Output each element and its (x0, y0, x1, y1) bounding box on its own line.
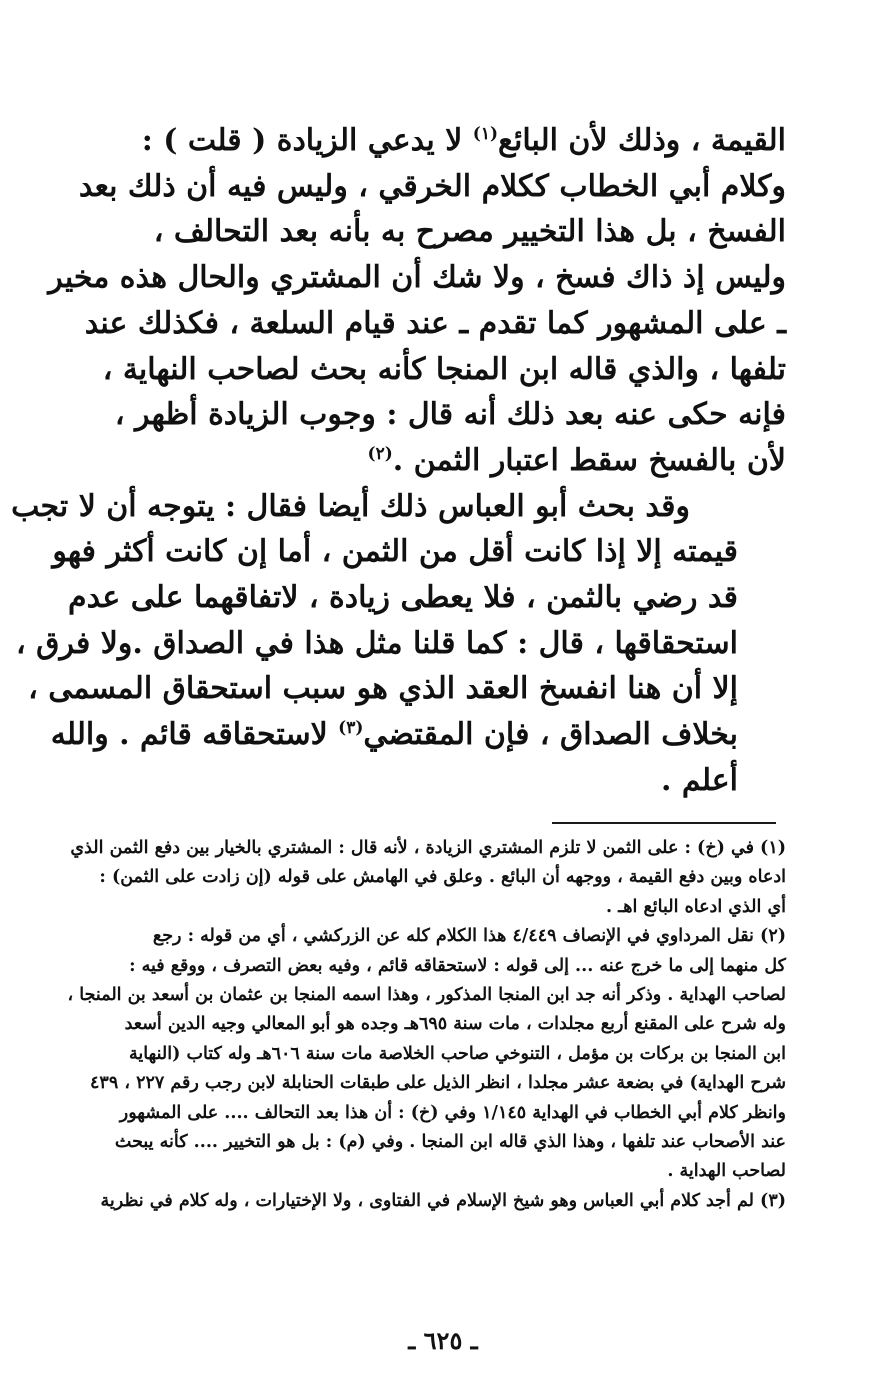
text-line: تلفها ، والذي قاله ابن المنجا كأنه بحث لصاحب النهاية ، (102, 351, 786, 387)
footnote-line: لصاحب الهداية . وذكر أنه جد ابن المنجا المذكور ، وهذا اسمه المنجا بن عثمان بن أسعد بن المنجا ، (67, 985, 786, 1006)
text-line: بخلاف الصداق ، فإن المقتضي$^{(٣)}$ لاستحقاقه قائم . والله (50, 717, 738, 753)
text-line: فإنه حكى عنه بعد ذلك أنه قال : وجوب الزيادة أظهر ، (114, 397, 786, 433)
footnote-line: شرح الهداية) في بضعة عشر مجلدا ، انظر الذيل على طبقات الحنابلة لابن رجب رقم ٢٢٧ ، ٤٣٩ (90, 1073, 786, 1094)
text-line: إلا أن هنا انفسخ العقد الذي هو سبب استحقاق المسمى ، (28, 671, 738, 707)
text-line: وكلام أبي الخطاب ككلام الخرقي ، وليس فيه أن ذلك بعد (78, 168, 786, 204)
footnotes (67, 834, 786, 1216)
footnote-ref-3: (٣) (338, 718, 364, 739)
text-line: قيمته إلا إذا كانت أقل من الثمن ، أما إن كانت أكثر فهو (52, 534, 738, 570)
footnote-line: (٣) لم أجد كلام أبي العباس وهو شيخ الإسلام في الفتاوى ، ولا الإختيارات ، وله كلام في نظرية (100, 1190, 786, 1211)
page-number: ـ ٦٢٥ ـ (408, 1326, 478, 1355)
footnote-line: ابن المنجا بن بركات بن مؤمل ، التنوخي صاحب الخلاصة مات سنة ٦٠٦هـ وله كتاب (النهاية (128, 1043, 786, 1064)
text-line: لأن بالفسخ سقط اعتبار الثمن .$^{(٢)}$ (367, 442, 786, 478)
footnote-separator (552, 822, 776, 824)
text-line: ـ على المشهور كما تقدم ـ عند قيام السلعة ، فكذلك عند (84, 305, 786, 341)
text-line: قد رضي بالثمن ، فلا يعطى زيادة ، لاتفاقهما على عدم (68, 580, 738, 616)
text-line: وليس إذ ذاك فسخ ، ولا شك أن المشتري والحال هذه مخير (48, 260, 786, 296)
text-line: وقد بحث أبو العباس ذلك أيضا فقال : يتوجه أن لا تجب (11, 488, 690, 524)
footnote-ref-1: (١) (472, 124, 498, 144)
footnote-line: لصاحب الهداية . (667, 1161, 786, 1182)
footnote-line: (٢) نقل المرداوي في الإنصاف ٤/٤٤٩ هذا الكلام كله عن الزركشي ، أي من قوله : رجع (152, 926, 786, 947)
footnote-line: ادعاه وبين دفع القيمة ، ووجهه أن البائع . وعلق في الهامش على قوله (إن زادت على الثمن) : (99, 867, 786, 888)
footnote-3 (100, 1187, 786, 1216)
page-body (11, 118, 786, 804)
footnote-1 (70, 834, 786, 922)
footnote-line: عند الأصحاب عند تلفها ، وهذا الذي قاله ابن المنجا . وفي (م) : بل هو التخيير .... كأنه يبحث (114, 1132, 786, 1153)
footnote-line: وله شرح على المقنع أربع مجلدات ، مات سنة ٦٩٥هـ وجده هو أبو المعالي وجيه الدين أسعد (124, 1014, 786, 1035)
footnote-line: (١) في (خ) : على الثمن لا تلزم المشتري الزيادة ، لأنه قال : المشتري بالخيار بين دفع الثمن الذي (70, 838, 786, 858)
text-line: القيمة ، وذلك لأن البائع$^{(١)}$ لا يدعي الزيادة ( قلت ) : (141, 123, 786, 158)
footnote-line: كل منهما إلى ما خرج عنه ... إلى قوله : لاستحقاقه قائم ، وفيه بعض التصرف ، ووقع فيه : (129, 955, 786, 976)
main-paragraph-2 (11, 484, 786, 804)
footnote-line: وانظر كلام أبي الخطاب في الهداية ١/١٤٥ وفي (خ) : أن هذا بعد التحالف .... على المشهور (119, 1102, 786, 1123)
text-line: الفسخ ، بل هذا التخيير مصرح به بأنه بعد التحالف ، (153, 214, 786, 250)
text-line: أعلم . (660, 762, 738, 798)
footnote-2 (67, 922, 786, 1187)
main-text (11, 118, 786, 804)
text-line: استحقاقها ، قال : كما قلنا مثل هذا في الصداق .ولا فرق ، (16, 625, 738, 661)
footnote-ref-2: (٢) (367, 443, 393, 464)
footnote-line: أي الذي ادعاه البائع اهـ . (606, 896, 786, 917)
main-paragraph-1 (48, 118, 786, 484)
